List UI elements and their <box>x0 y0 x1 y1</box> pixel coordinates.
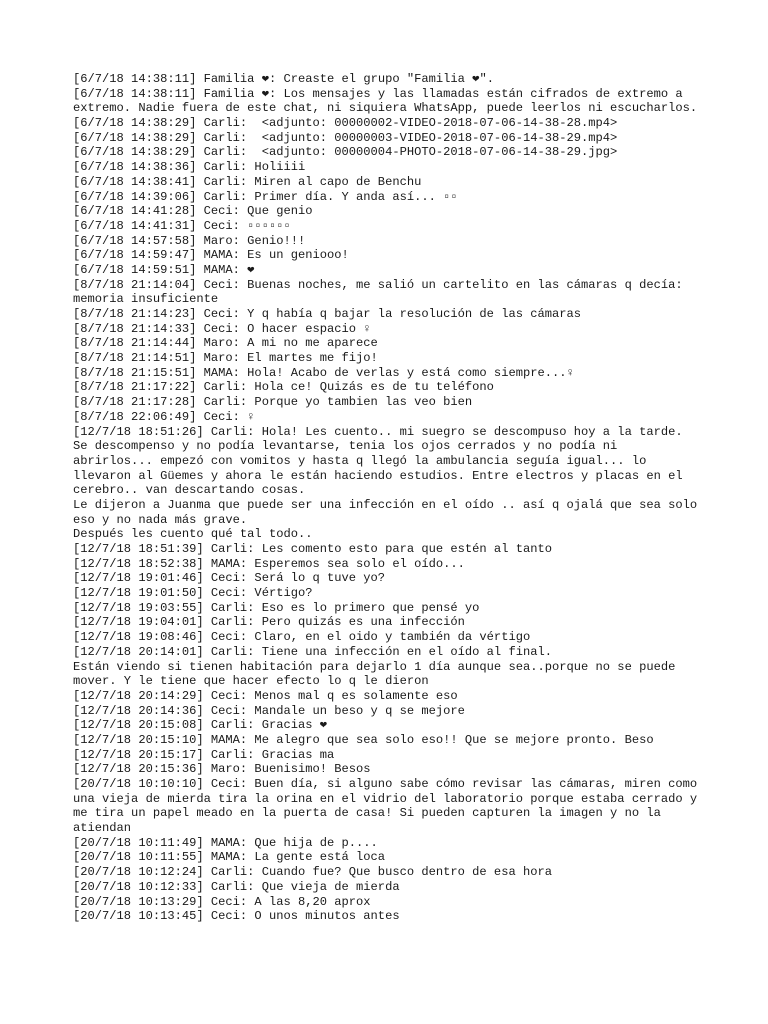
chat-line: [20/7/18 10:13:45] Ceci: O unos minutos antes <box>73 909 400 924</box>
chat-line: [8/7/18 21:17:28] Carli: Porque yo tambien las veo bien <box>73 395 473 410</box>
chat-line: [12/7/18 19:01:46] Ceci: Será lo q tuve yo? <box>73 571 386 586</box>
chat-line: [12/7/18 18:52:38] MAMA: Esperemos sea solo el oído... <box>73 556 465 571</box>
chat-line: [6/7/18 14:41:31] Ceci: ▫▫▫▫▫▫ <box>73 218 291 233</box>
chat-line: [8/7/18 21:14:23] Ceci: Y q había q bajar la resolución de las cámaras <box>73 307 582 321</box>
chat-line: [12/7/18 20:14:36] Ceci: Mandale un beso y q se mejore <box>73 703 465 718</box>
chat-line: [12/7/18 19:08:46] Ceci: Claro, en el oido y también da vértigo <box>73 630 531 645</box>
chat-line: [12/7/18 20:15:36] Maro: Buenisimo! Besos <box>73 762 371 777</box>
chat-line: [8/7/18 21:14:44] Maro: A mi no me aparece <box>73 336 378 351</box>
chat-line: [20/7/18 10:11:55] MAMA: La gente está loca <box>73 850 386 865</box>
chat-line: [12/7/18 20:15:17] Carli: Gracias ma <box>73 747 335 762</box>
chat-log-document <box>73 72 703 924</box>
chat-line: [8/7/18 21:17:22] Carli: Hola ce! Quizás es de tu teléfono <box>73 380 494 395</box>
chat-line: [6/7/18 14:38:11] Familia ❤: Creaste el grupo "Familia ❤". <box>73 72 494 86</box>
chat-line: [12/7/18 20:15:08] Carli: Gracias ❤ <box>73 718 328 733</box>
chat-line: [6/7/18 14:38:29] Carli: <adjunto: 00000003-VIDEO-2018-07-06-14-38-29.mp4> <box>73 130 618 145</box>
chat-line: [6/7/18 14:38:29] Carli: <adjunto: 00000002-VIDEO-2018-07-06-14-38-28.mp4> <box>73 116 618 131</box>
chat-line: [8/7/18 22:06:49] Ceci: ♀ <box>73 409 255 424</box>
chat-line: [8/7/18 21:15:51] MAMA: Hola! Acabo de verlas y está como siempre...♀ <box>73 365 574 380</box>
chat-line: [12/7/18 20:14:29] Ceci: Menos mal q es solamente eso <box>73 688 458 703</box>
chat-line: [12/7/18 19:01:50] Ceci: Vértigo? <box>73 586 313 601</box>
chat-line: [12/7/18 18:51:26] Carli: Hola! Les cuento.. mi suegro se descompuso hoy a la tarde. Se descompenso y no podía levantarse, tenia los ojos cerrados y no podía ni abrirlos... empezó con vomitos y hasta q llegó la ambulancia seguía igual... lo llevaron al Güemes y ahora le están haciendo estudios. Entre electros y placas en el cerebro.. van descartando cosas. <box>73 424 690 498</box>
chat-line: [12/7/18 20:15:10] MAMA: Me alegro que sea solo eso!! Que se mejore pronto. Beso <box>73 732 654 747</box>
chat-line: [6/7/18 14:57:58] Maro: Genio!!! <box>73 233 306 248</box>
chat-line: [8/7/18 21:14:51] Maro: El martes me fijo! <box>73 351 378 366</box>
chat-line: [8/7/18 21:14:33] Ceci: O hacer espacio ♀ <box>73 321 371 336</box>
chat-line: [20/7/18 10:13:29] Ceci: A las 8,20 aprox <box>73 894 371 909</box>
chat-line: Están viendo si tienen habitación para dejarlo 1 día aunque sea..porque no se puede mover. Y le tiene que hacer efecto lo q le dieron <box>73 659 683 689</box>
chat-line: [20/7/18 10:12:24] Carli: Cuando fue? Que busco dentro de esa hora <box>73 865 552 880</box>
chat-line: [6/7/18 14:59:47] MAMA: Es un geniooo! <box>73 248 349 263</box>
chat-line: [20/7/18 10:12:33] Carli: Que vieja de mierda <box>73 879 400 894</box>
chat-line: Le dijeron a Juanma que puede ser una infección en el oído .. así q ojalá que sea solo eso y no nada más grave. <box>73 497 705 527</box>
chat-line: [6/7/18 14:59:51] MAMA: ❤ <box>73 262 255 277</box>
chat-line: Después les cuento qué tal todo.. <box>73 527 313 542</box>
chat-line: [6/7/18 14:39:06] Carli: Primer día. Y anda así... ▫▫ <box>73 189 458 204</box>
chat-line: [12/7/18 19:04:01] Carli: Pero quizás es una infección <box>73 615 465 630</box>
chat-line: [20/7/18 10:11:49] MAMA: Que hija de p.... <box>73 835 378 850</box>
chat-line: [6/7/18 14:38:41] Carli: Miren al capo de Benchu <box>73 174 422 189</box>
chat-line: [8/7/18 21:14:04] Ceci: Buenas noches, me salió un cartelito en las cámaras q decía: memoria insuficiente <box>73 277 690 307</box>
chat-line: [12/7/18 19:03:55] Carli: Eso es lo primero que pensé yo <box>73 600 480 615</box>
chat-line: [20/7/18 10:10:10] Ceci: Buen día, si alguno sabe cómo revisar las cámaras, miren como una vieja de mierda tira la orina en el vidrio del laboratorio porque estaba cerrado y me tira un papel meado en la puerta de casa! Si pueden capturen la imagen y no la atiendan <box>73 777 705 836</box>
chat-line: [6/7/18 14:38:29] Carli: <adjunto: 00000004-PHOTO-2018-07-06-14-38-29.jpg> <box>73 145 618 160</box>
chat-line: [12/7/18 20:14:01] Carli: Tiene una infección en el oído al final. <box>73 644 552 659</box>
chat-line: [6/7/18 14:38:11] Familia ❤: Los mensajes y las llamadas están cifrados de extremo a extremo. Nadie fuera de este chat, ni siquiera WhatsApp, puede leerlos ni escucharlos. <box>73 86 698 116</box>
chat-line: [6/7/18 14:38:36] Carli: Holiiii <box>73 160 306 175</box>
chat-line: [12/7/18 18:51:39] Carli: Les comento esto para que estén al tanto <box>73 542 552 556</box>
chat-line: [6/7/18 14:41:28] Ceci: Que genio <box>73 204 313 219</box>
